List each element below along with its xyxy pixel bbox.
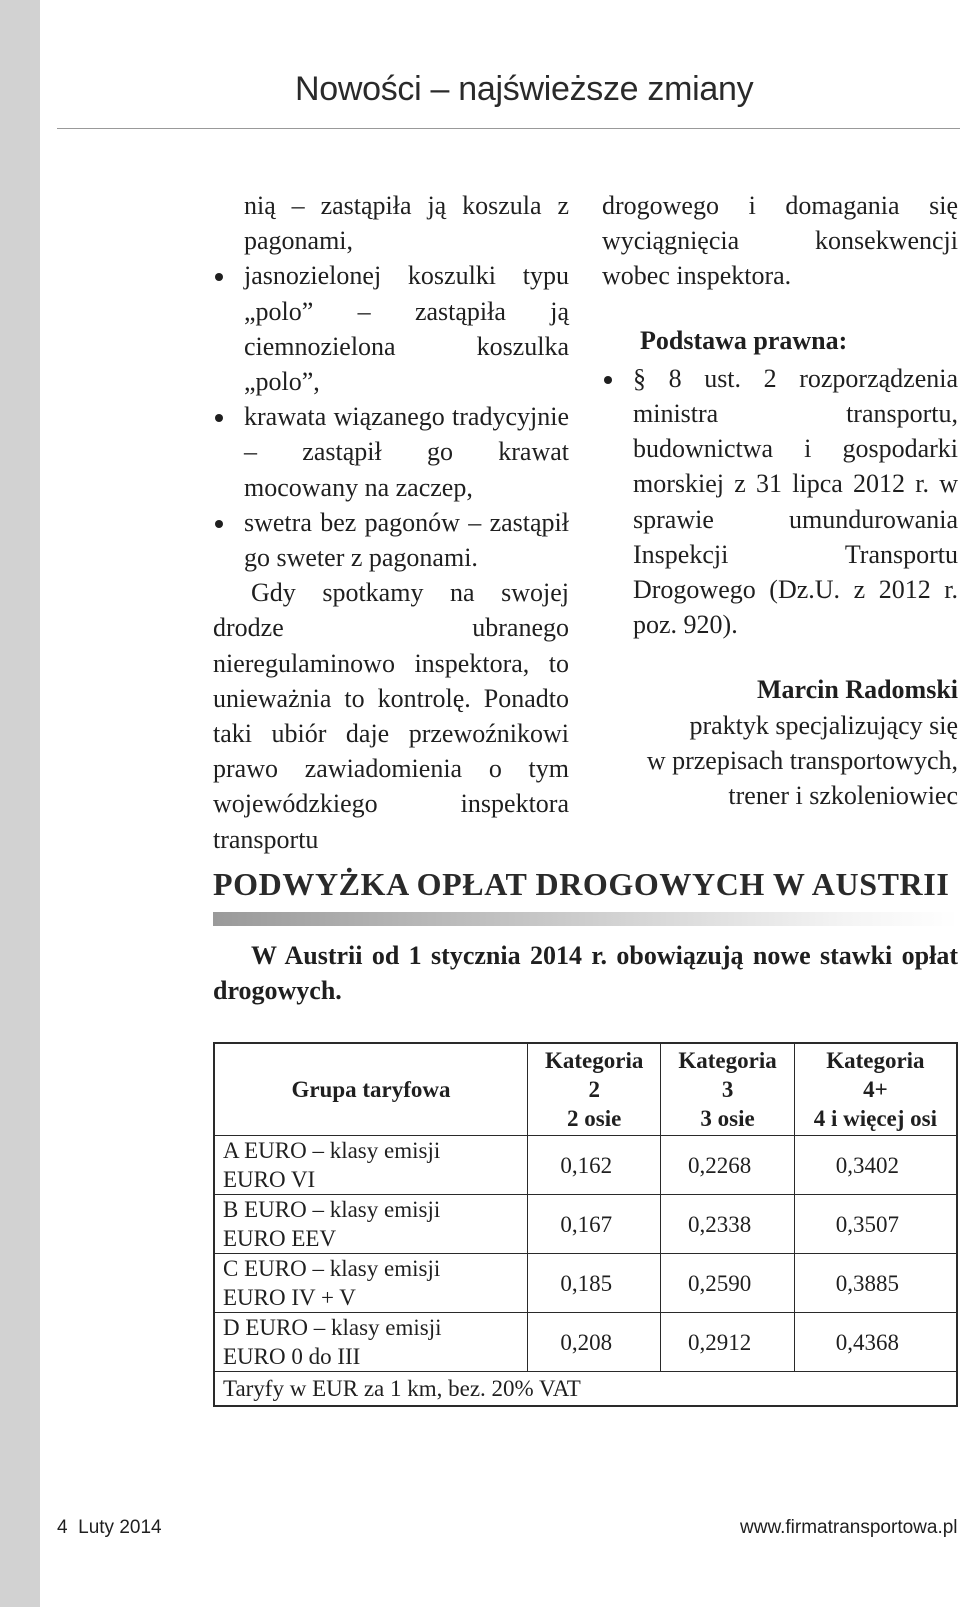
rate-cell: 0,167: [528, 1195, 661, 1254]
table-row: [214, 1195, 957, 1254]
legal-basis-heading: Podstawa prawna:: [640, 325, 848, 355]
table-footnote-row: [214, 1372, 957, 1407]
list-item: jasnozielonej koszulki typu „polo” – zastąpiła ją ciemnozielona koszulka „polo”,: [213, 258, 569, 399]
website-url: www.firmatransportowa.pl: [740, 1517, 958, 1538]
continued-text: nią – zastąpiła ją koszula z pagonami,: [244, 191, 569, 256]
body-paragraph: Gdy spotkamy na swojej drodze ubranego nieregulaminowo inspektora, to unieważnia to kontrolę. Ponadto taki ubiór daje przewoźnikowi prawo zawiadomienia o tym wojewódzkiego inspektora transportu: [213, 578, 569, 854]
author-role-line: w przepisach transportowych,: [646, 745, 958, 775]
rate-cell: 0,185: [528, 1254, 661, 1313]
rate-cell: 0,208: [528, 1313, 661, 1372]
author-role-line: praktyk specjalizujący się: [689, 710, 958, 740]
tariff-group-cell: B EURO – klasy emisji EURO EEV: [214, 1195, 528, 1254]
bullet-dot-icon: [215, 273, 223, 281]
author-name: Marcin Radomski: [756, 675, 958, 705]
list-item: § 8 ust. 2 rozporządzenia ministra transportu, budownictwa i gospodarki morskiej z 31 lipca 2012 r. w sprawie umundurowania Inspekcji Transportu Drogowego (Dz.U. z 2012 r. poz. 920).: [602, 361, 958, 643]
rate-cell: 0,162: [528, 1136, 661, 1195]
toll-rates-table: [213, 1042, 958, 1407]
rate-cell: 0,2338: [661, 1195, 794, 1254]
header-tariff-group: Grupa taryfowa: [214, 1043, 528, 1136]
rate-cell: 0,4368: [794, 1313, 957, 1372]
rate-cell: 0,3507: [794, 1195, 957, 1254]
header-category-2: Kategoria 2 2 osie: [528, 1043, 661, 1136]
header-category-4plus: Kategoria 4+ 4 i więcej osi: [794, 1043, 957, 1136]
page-number: 4: [57, 1517, 68, 1538]
rate-cell: 0,2268: [661, 1136, 794, 1195]
table-row: [214, 1136, 957, 1195]
rate-cell: 0,3885: [794, 1254, 957, 1313]
section-title: PODWYŻKA OPŁAT DROGOWYCH W AUSTRII: [213, 866, 950, 902]
page-footer-left: [57, 1517, 162, 1539]
left-text-column: [213, 188, 569, 857]
table-row: [214, 1254, 957, 1313]
left-margin-strip: [0, 0, 40, 1607]
table-row: [214, 1313, 957, 1372]
list-item: swetra bez pagonów – zastąpił go sweter z pagonami.: [213, 505, 569, 575]
bullet-dot-icon: [215, 414, 223, 422]
tariff-group-cell: D EURO – klasy emisji EURO 0 do III: [214, 1313, 528, 1372]
right-text-column: [602, 188, 958, 813]
rate-cell: 0,2912: [661, 1313, 794, 1372]
uniform-bullet-list: [213, 258, 569, 575]
tariff-group-cell: A EURO – klasy emisji EURO VI: [214, 1136, 528, 1195]
author-role-line: trener i szkoleniowiec: [728, 781, 958, 811]
tariff-group-cell: C EURO – klasy emisji EURO IV + V: [214, 1254, 528, 1313]
section-divider-bar: [213, 912, 958, 926]
table-footnote: Taryfy w EUR za 1 km, bez. 20% VAT: [214, 1372, 957, 1407]
section-lead: W Austrii od 1 stycznia 2014 r. obowiązują nowe stawki opłat drogowych.: [213, 941, 958, 1005]
bullet-dot-icon: [215, 520, 223, 528]
page-header-title: Nowości – najświeższe zmiany: [295, 70, 754, 108]
rate-cell: 0,3402: [794, 1136, 957, 1195]
bullet-dot-icon: [604, 376, 612, 384]
header-category-3: Kategoria 3 3 osie: [661, 1043, 794, 1136]
body-paragraph: drogowego i domagania się wyciągnięcia konsekwencji wobec inspektora.: [602, 191, 958, 291]
table-header-row: [214, 1043, 957, 1136]
header-divider: [57, 128, 960, 129]
issue-date: Luty 2014: [78, 1517, 162, 1538]
rate-cell: 0,2590: [661, 1254, 794, 1313]
legal-basis-list: [602, 361, 958, 643]
list-item: krawata wiązanego tradycyjnie – zastąpił go krawat mocowany na zaczep,: [213, 399, 569, 505]
